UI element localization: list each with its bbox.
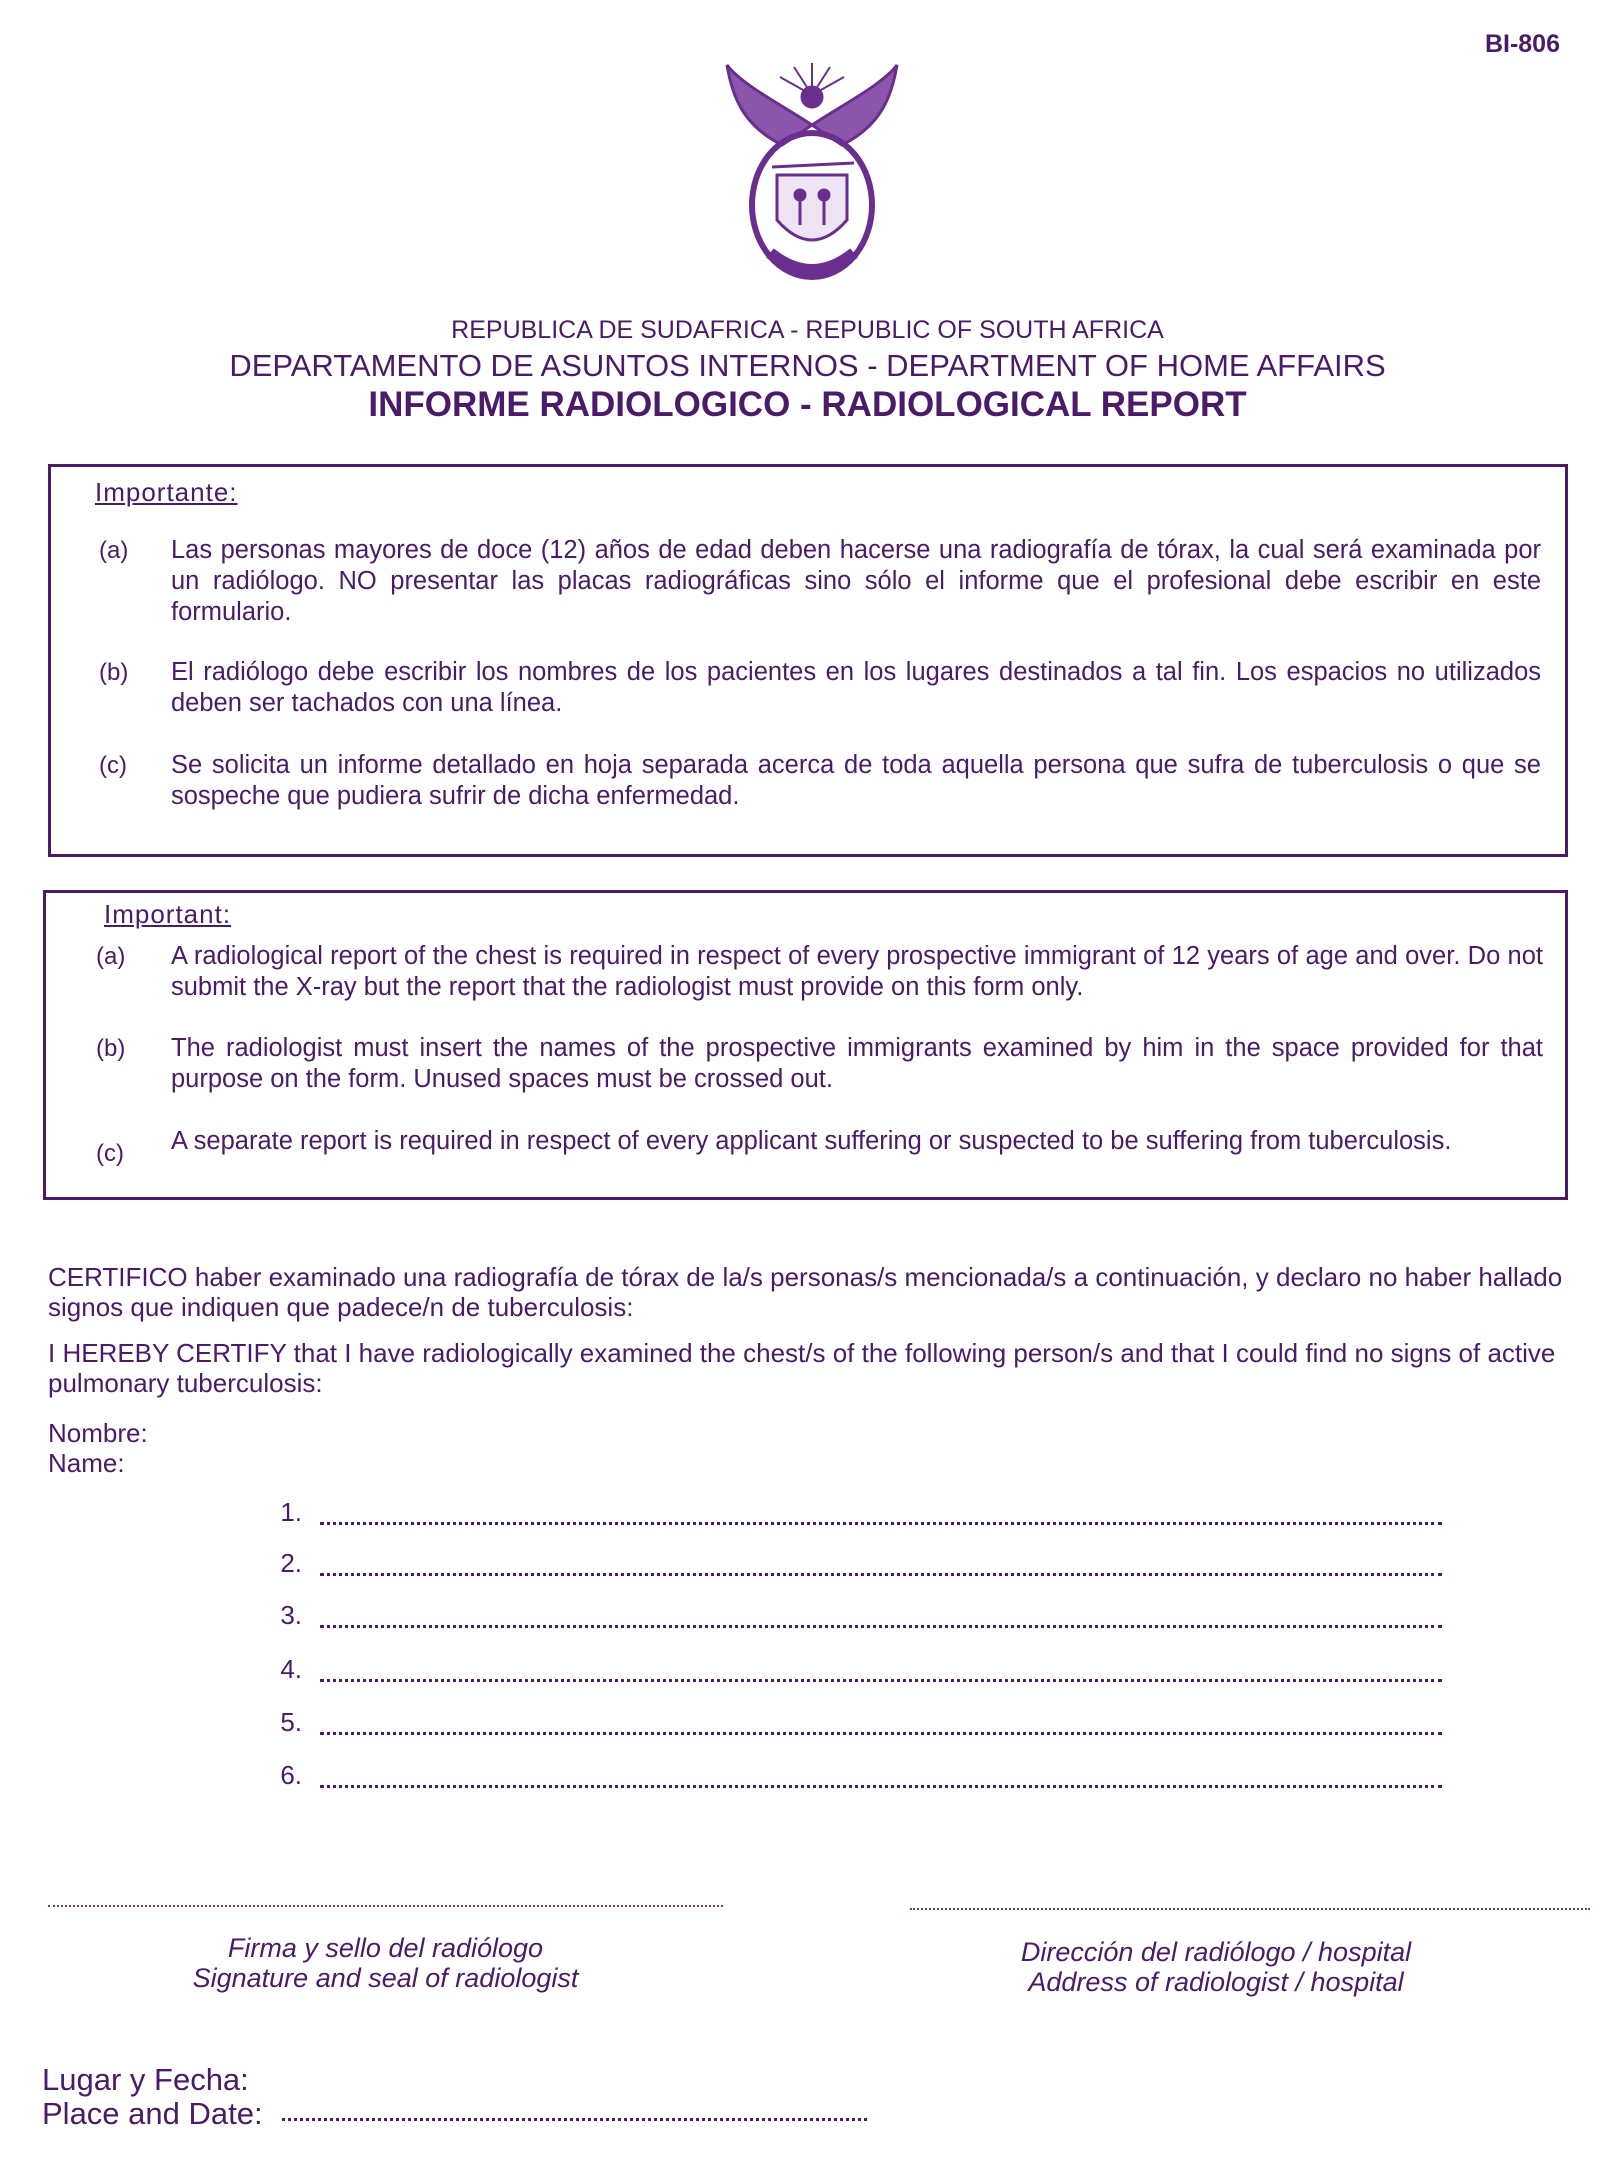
certify-statement-spanish: CERTIFICO haber examinado una radiografía de tórax de la/s personas/s mencionada/s a continuación, y declaro no haber hallado signos que indiquen que padece/n de tuberculosis: xyxy=(48,1262,1563,1322)
signature-caption xyxy=(48,1933,723,1993)
name-entry-field[interactable] xyxy=(320,1625,1442,1628)
name-entry-field[interactable] xyxy=(320,1522,1442,1525)
item-label: (a) xyxy=(99,537,129,564)
item-label: (b) xyxy=(99,659,129,686)
name-line-1[interactable] xyxy=(272,1497,1442,1531)
name-label-es: Nombre: xyxy=(48,1418,148,1448)
name-entry-field[interactable] xyxy=(320,1573,1442,1576)
place-date-label-en: Place and Date: xyxy=(42,2096,263,2131)
item-text: A radiological report of the chest is required in respect of every prospective immigrant of 12 years of age and over. Do not submit the X-ray but the report that the radiologist must provide on this form only. xyxy=(171,942,1543,1001)
name-line-5[interactable] xyxy=(272,1707,1442,1741)
name-label-en: Name: xyxy=(48,1448,125,1478)
item-text: The radiologist must insert the names of the prospective immigrants examined by him in the space provided for that purpose on the form. Unused spaces must be crossed out. xyxy=(171,1034,1543,1093)
item-label: (b) xyxy=(96,1035,126,1062)
address-caption-es: Dirección del radiólogo / hospital xyxy=(1020,1937,1412,1967)
signature-caption-es: Firma y sello del radiólogo xyxy=(227,1933,544,1963)
address-caption xyxy=(910,1937,1522,1997)
item-text: Las personas mayores de doce (12) años de edad deben hacerse una radiografía de tórax, la cual será examinada por un radiólogo. NO presentar las placas radiográficas sino sólo el informe que el profesional debe escribir en este formulario. xyxy=(171,536,1541,626)
name-line-3[interactable] xyxy=(272,1600,1442,1634)
header-department: DEPARTAMENTO DE ASUNTOS INTERNOS - DEPARTMENT OF HOME AFFAIRS xyxy=(229,348,1386,383)
coat-of-arms-icon xyxy=(712,55,912,285)
item-text: El radiólogo debe escribir los nombres de los pacientes en los lugares destinados a tal fin. Los espacios no utilizados deben ser tachados con una línea. xyxy=(171,658,1541,717)
line-number: 3. xyxy=(280,1600,302,1630)
item-text: Se solicita un informe detallado en hoja separada acerca de toda aquella persona que sufra de tuberculosis o que se sospeche que pudiera sufrir de dicha enfermedad. xyxy=(171,751,1541,810)
name-line-6[interactable] xyxy=(272,1760,1442,1794)
item-label: (c) xyxy=(96,1140,124,1167)
signature-line[interactable] xyxy=(48,1905,723,1907)
important-box-spanish xyxy=(48,464,1568,857)
place-date-field[interactable] xyxy=(282,2118,867,2121)
line-number: 2. xyxy=(280,1548,302,1578)
item-label: (a) xyxy=(96,943,126,970)
signature-caption-en: Signature and seal of radiologist xyxy=(192,1963,579,1993)
name-line-4[interactable] xyxy=(272,1654,1442,1688)
form-code: BI-806 xyxy=(1484,30,1560,58)
header-country: REPUBLICA DE SUDAFRICA - REPUBLIC OF SOUTH AFRICA xyxy=(451,316,1164,344)
item-label: (c) xyxy=(99,752,127,779)
line-number: 6. xyxy=(280,1760,302,1790)
address-caption-en: Address of radiologist / hospital xyxy=(1028,1967,1404,1997)
important-title-spanish: Importante: xyxy=(95,477,238,507)
name-entry-field[interactable] xyxy=(320,1732,1442,1735)
place-date-label xyxy=(42,2063,263,2131)
name-entry-field[interactable] xyxy=(320,1679,1442,1682)
important-title-english: Important: xyxy=(104,899,232,929)
name-label xyxy=(48,1418,148,1478)
line-number: 5. xyxy=(280,1707,302,1737)
address-line[interactable] xyxy=(910,1908,1590,1910)
important-box-english xyxy=(43,890,1568,1200)
certify-statement-english: I HEREBY CERTIFY that I have radiologically examined the chest/s of the following person/s and that I could find no signs of active pulmonary tuberculosis: xyxy=(48,1338,1556,1398)
name-line-2[interactable] xyxy=(272,1548,1442,1582)
header-report-title: INFORME RADIOLOGICO - RADIOLOGICAL REPORT xyxy=(368,385,1247,424)
item-text: A separate report is required in respect of every applicant suffering or suspected to be suffering from tuberculosis. xyxy=(171,1127,1452,1155)
line-number: 4. xyxy=(280,1654,302,1684)
place-date-label-es: Lugar y Fecha: xyxy=(42,2062,249,2097)
line-number: 1. xyxy=(280,1497,302,1527)
name-entry-field[interactable] xyxy=(320,1785,1442,1788)
